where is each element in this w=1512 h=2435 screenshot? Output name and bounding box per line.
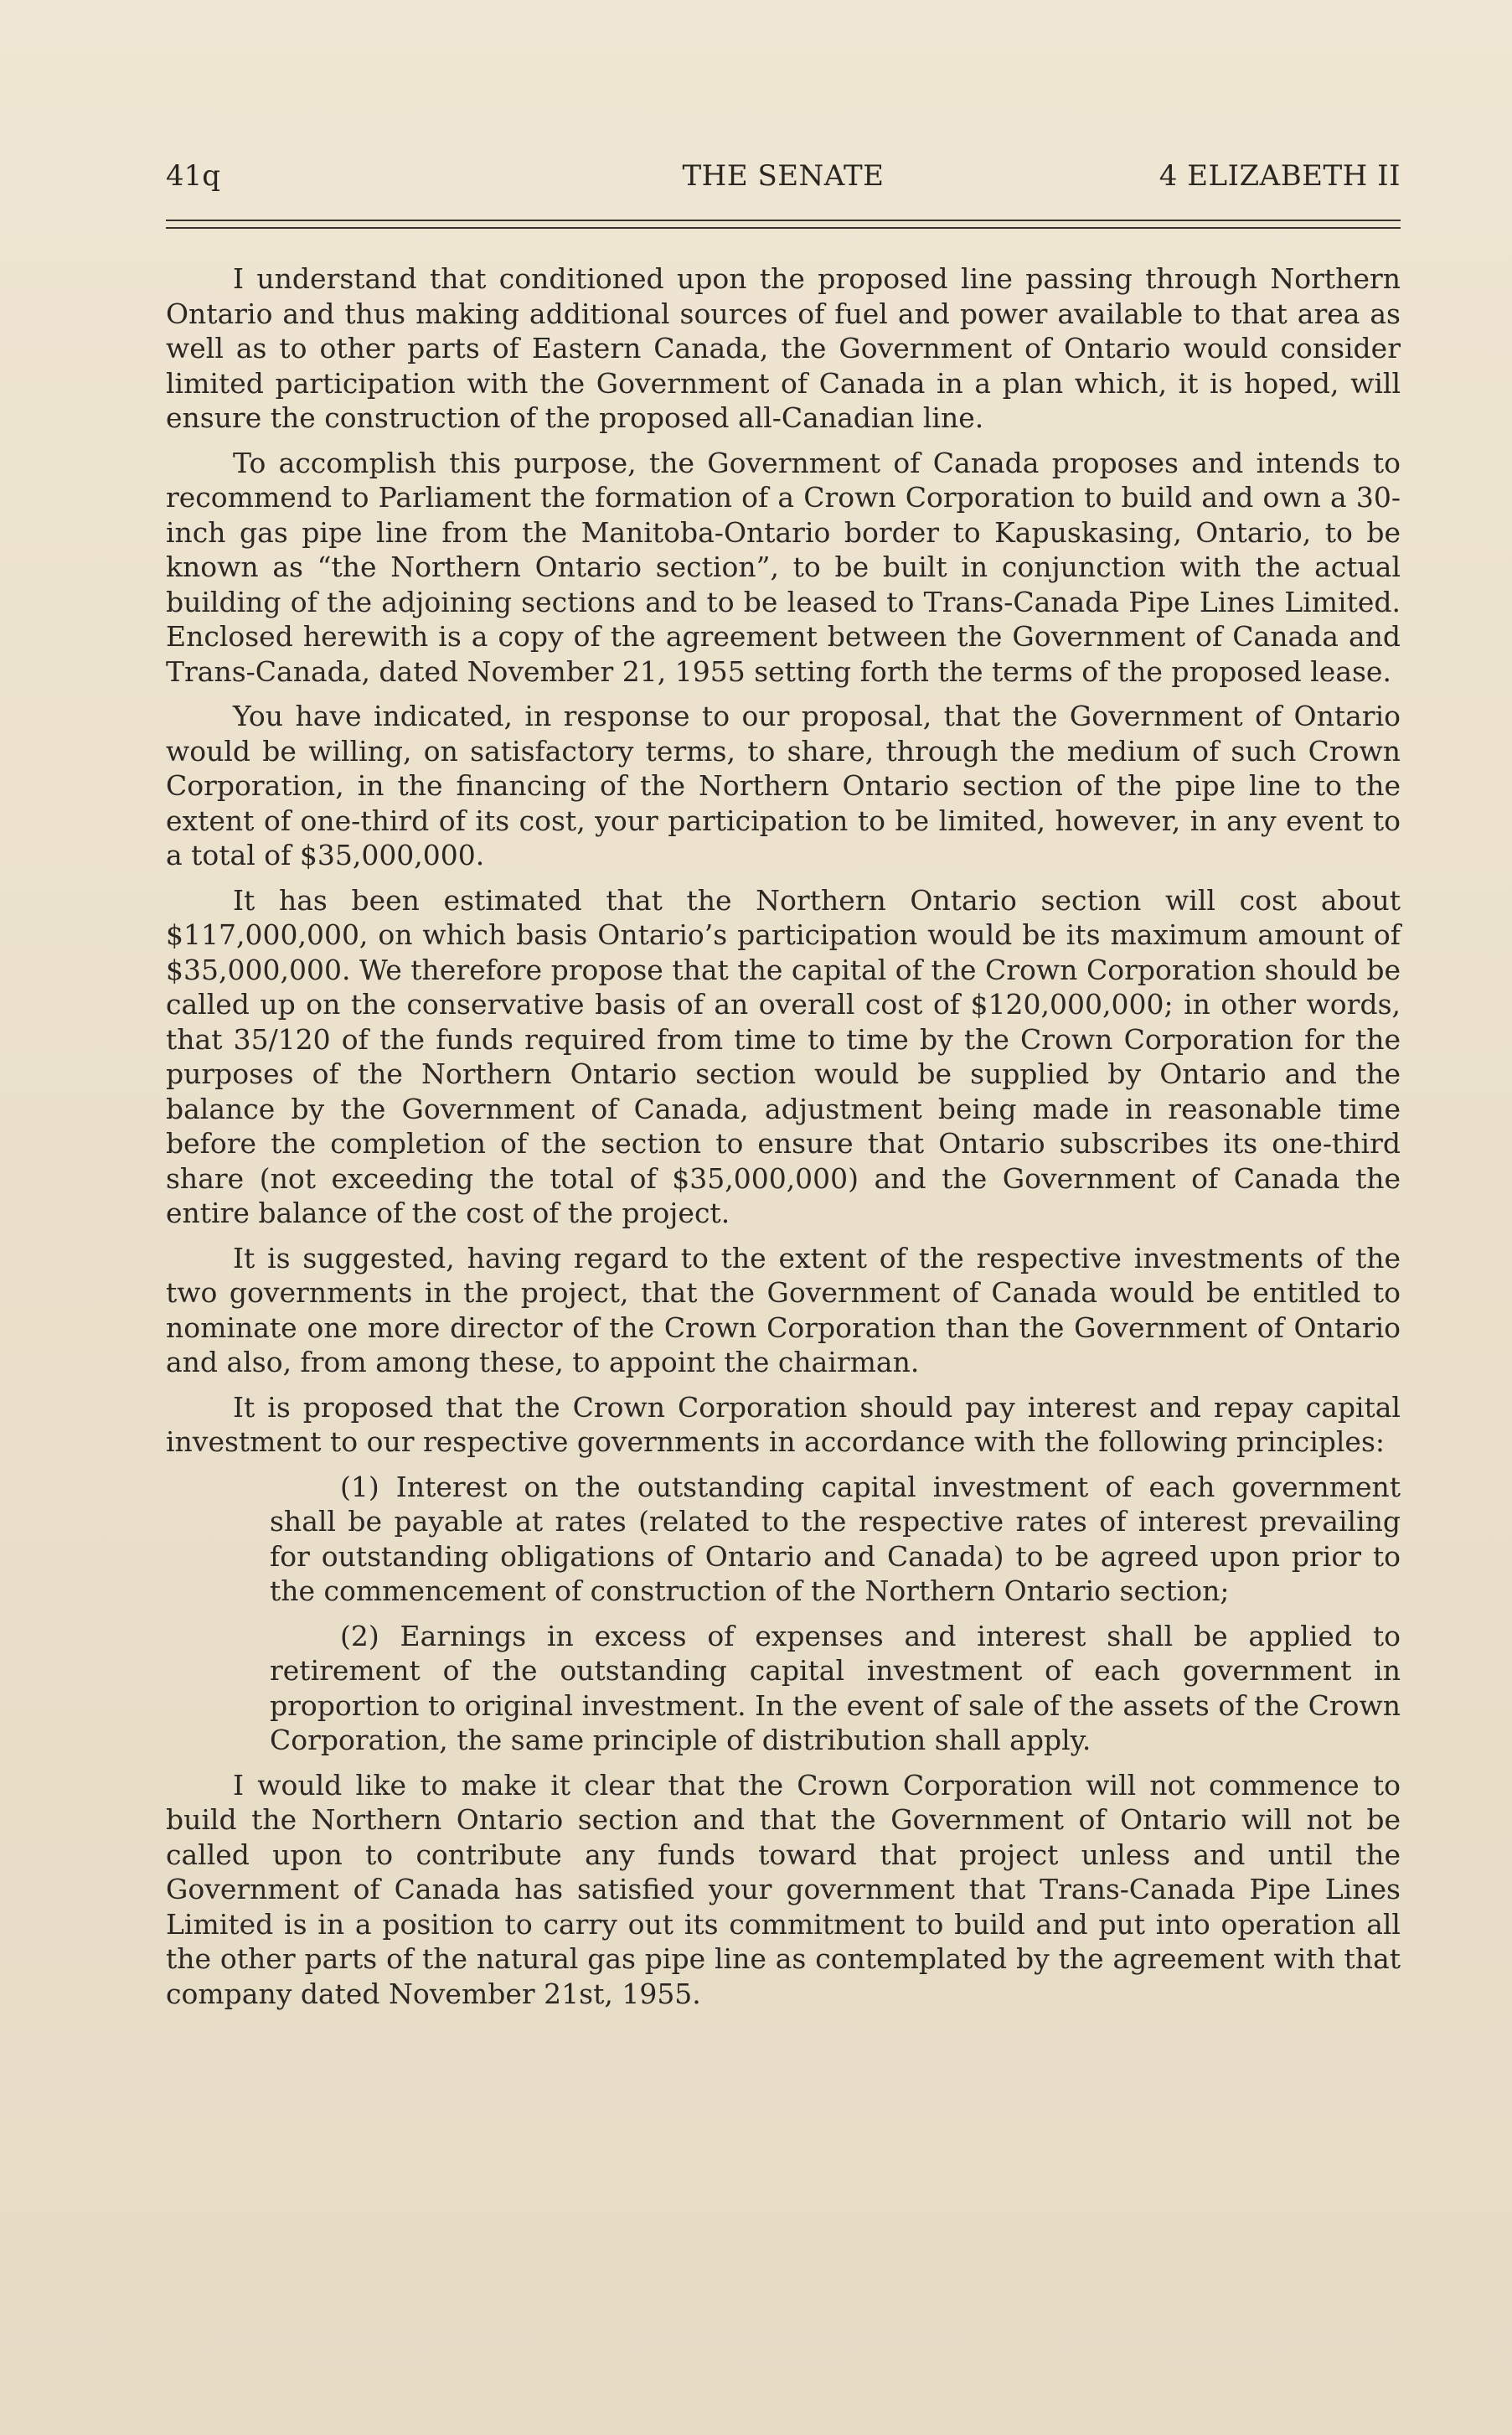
principle-item: (1) Interest on the outstanding capital investment of each government shall be payable at rates (related to the respective rates of interest prevailing for outstanding obligations of Ontario and Canada) to be agreed upon prior to the commencement of construction of the Northern Ontario section;: [270, 1470, 1401, 1607]
paragraph: It is proposed that the Crown Corporation should pay interest and repay capital investment to our respective governments in accordance with the following principles:: [166, 1390, 1401, 1458]
paragraph: It is suggested, having regard to the extent of the respective investments of the two governments in the project, that the Government of Canada would be entitled to nominate one more director of the Crown Corporation than the Government of Ontario and also, from among these, to appoint the chairman.: [166, 1241, 1401, 1378]
paragraph: To accomplish this purpose, the Government of Canada proposes and intends to recommend to Parliament the formation of a Crown Corporation to build and own a 30-inch gas pipe line from the Manitoba-Ontario border to Kapuskasing, Ontario, to be known as “the Northern Ontario section”, to be built in conjunction with the actual building of the adjoining sections and to be leased to Trans-Canada Pipe Lines Limited. Enclosed herewith is a copy of the agreement between the Government of Canada and Trans-Canada, dated November 21, 1955 setting forth the terms of the proposed lease.: [166, 446, 1401, 688]
page-title: THE SENATE: [682, 159, 885, 193]
letter-body: [166, 261, 1401, 2021]
paragraph: You have indicated, in response to our proposal, that the Government of Ontario would be willing, on satisfactory terms, to share, through the medium of such Crown Corporation, in the financing of the Northern Ontario section of the pipe line to the extent of one-third of its cost, your participation to be limited, however, in any event to a total of $35,000,000.: [166, 700, 1401, 871]
principle-item: (2) Earnings in excess of expenses and interest shall be applied to retirement of the outstanding capital investment of each government in proportion to original investment. In the event of sale of the assets of the Crown Corporation, the same principle of distribution shall apply.: [270, 1619, 1401, 1756]
running-header: [166, 159, 1401, 201]
paragraph: It has been estimated that the Northern Ontario section will cost about $117,000,000, on which basis Ontario’s participation would be its maximum amount of $35,000,000. We therefore propose that the capital of the Crown Corporation should be called up on the conservative basis of an overall cost of $120,000,000; in other words, that 35/120 of the funds required from time to time by the Crown Corporation for the purposes of the Northern Ontario section would be supplied by Ontario and the balance by the Government of Canada, adjustment being made in reasonable time before the completion of the section to ensure that Ontario subscribes its one-third share (not exceeding the total of $35,000,000) and the Government of Canada the entire balance of the cost of the project.: [166, 883, 1401, 1229]
header-rule-top: [166, 220, 1401, 221]
regnal-year: 4 ELIZABETH II: [1159, 159, 1401, 193]
closing-paragraph: I would like to make it clear that the Crown Corporation will not commence to build the Northern Ontario section and that the Government of Ontario will not be called upon to contribute any funds toward that project unless and until the Government of Canada has satisfied your government that Trans-Canada Pipe Lines Limited is in a position to carry out its commitment to build and put into operation all the other parts of the natural gas pipe line as contemplated by the agreement with that company dated November 21st, 1955.: [166, 1768, 1401, 2010]
page-number: 41q: [166, 159, 221, 193]
paragraph: I understand that conditioned upon the proposed line passing through Northern Ontario and thus making additional sources of fuel and power available to that area as well as to other parts of Eastern Canada, the Government of Ontario would consider limited participation with the Government of Canada in a plan which, it is hoped, will ensure the construction of the proposed all-Canadian line.: [166, 262, 1401, 434]
header-rule-bottom: [166, 227, 1401, 229]
